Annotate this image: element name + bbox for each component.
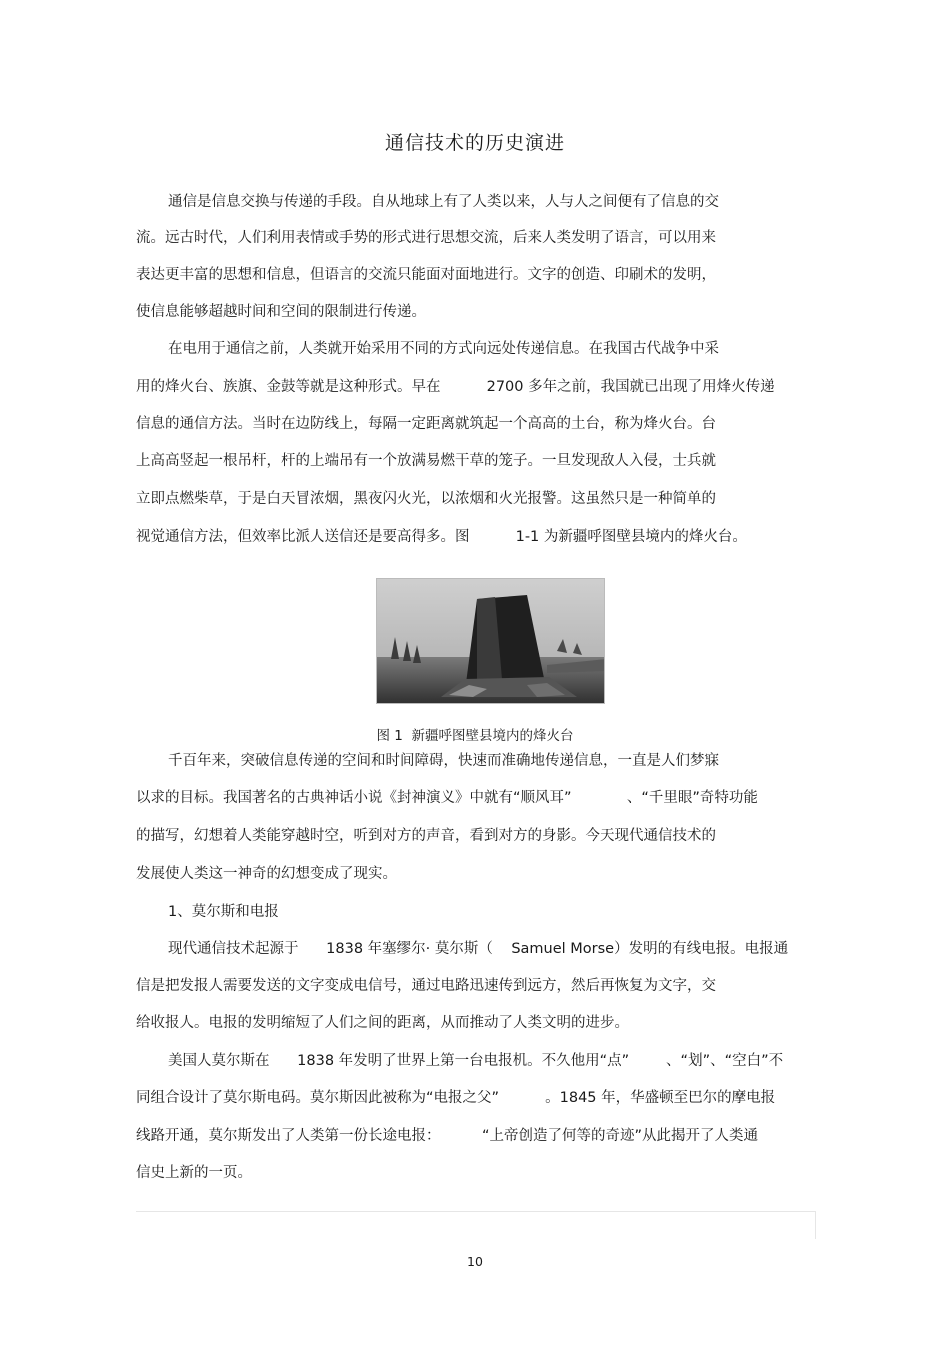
text-line: 信是把发报人需要发送的文字变成电信号，通过电路迅速传到远方，然后再恢复为文字，交	[136, 978, 716, 994]
text-line: 信史上新的一页。	[136, 1165, 252, 1181]
text-line: 美国人莫尔斯在 1838 年发明了世界上第一台电报机。不久他用“点” 、“划”、“空白”不	[168, 1053, 784, 1069]
text-line: 千百年来，突破信息传递的空间和时间障碍，快速而准确地传递信息，一直是人们梦寐	[168, 753, 719, 769]
text-line: 上高高竖起一根吊杆，杆的上端吊有一个放满易燃干草的笼子。一旦发现敌人入侵，士兵就	[136, 453, 716, 469]
text-line: 给收报人。电报的发明缩短了人们之间的距离，从而推动了人类文明的进步。	[136, 1015, 629, 1031]
text-line: 现代通信技术起源于 1838 年塞缪尔· 莫尔斯（ Samuel Morse）发明的有线电报。电报通	[168, 941, 789, 957]
text-line: 流。远古时代，人们利用表情或手势的形式进行思想交流，后来人类发明了语言，可以用来	[136, 230, 716, 246]
beacon-tower-image	[377, 579, 605, 704]
footer-rule	[136, 1211, 816, 1212]
text-line: 线路开通，莫尔斯发出了人类第一份长途电报： “上帝创造了何等的奇迹”从此揭开了人类通	[136, 1128, 759, 1144]
text-line: 表达更丰富的思想和信息，但语言的交流只能面对面地进行。文字的创造、印刷术的发明，	[136, 267, 716, 283]
page-number: 10	[467, 1254, 483, 1269]
text-line: 通信是信息交换与传递的手段。自从地球上有了人类以来，人与人之间便有了信息的交	[168, 194, 719, 210]
text-line: 发展使人类这一神奇的幻想变成了现实。	[136, 866, 397, 882]
beacon-tower-photo	[376, 578, 605, 704]
text-line: 立即点燃柴草，于是白天冒浓烟，黑夜闪火光，以浓烟和火光报警。这虽然只是一种简单的	[136, 491, 716, 507]
text-line: 使信息能够超越时间和空间的限制进行传递。	[136, 304, 426, 320]
footer-rule-edge	[815, 1211, 816, 1239]
text-line: 1、莫尔斯和电报	[168, 904, 279, 920]
text-line: 以求的目标。我国著名的古典神话小说《封神演义》中就有“顺风耳” 、“千里眼”奇特功能	[136, 790, 758, 806]
text-line: 视觉通信方法，但效率比派人送信还是要高得多。图 1-1 为新疆呼图壁县境内的烽火台。	[136, 529, 747, 545]
text-line: 在电用于通信之前，人类就开始采用不同的方式向远处传递信息。在我国古代战争中采	[168, 341, 719, 357]
text-line: 同组合设计了莫尔斯电码。莫尔斯因此被称为“电报之父” 。1845 年，华盛顿至巴尔的摩电报	[136, 1090, 776, 1106]
text-line: 信息的通信方法。当时在边防线上，每隔一定距离就筑起一个高高的土台，称为烽火台。台	[136, 416, 716, 432]
text-line: 的描写，幻想着人类能穿越时空，听到对方的声音，看到对方的身影。今天现代通信技术的	[136, 828, 716, 844]
text-line: 用的烽火台、族旗、金鼓等就是这种形式。早在 2700 多年之前，我国就已出现了用烽火传递	[136, 379, 775, 395]
figure-caption: 图 1 新疆呼图壁县境内的烽火台	[376, 728, 574, 744]
document-title: 通信技术的历史演进	[384, 132, 565, 154]
